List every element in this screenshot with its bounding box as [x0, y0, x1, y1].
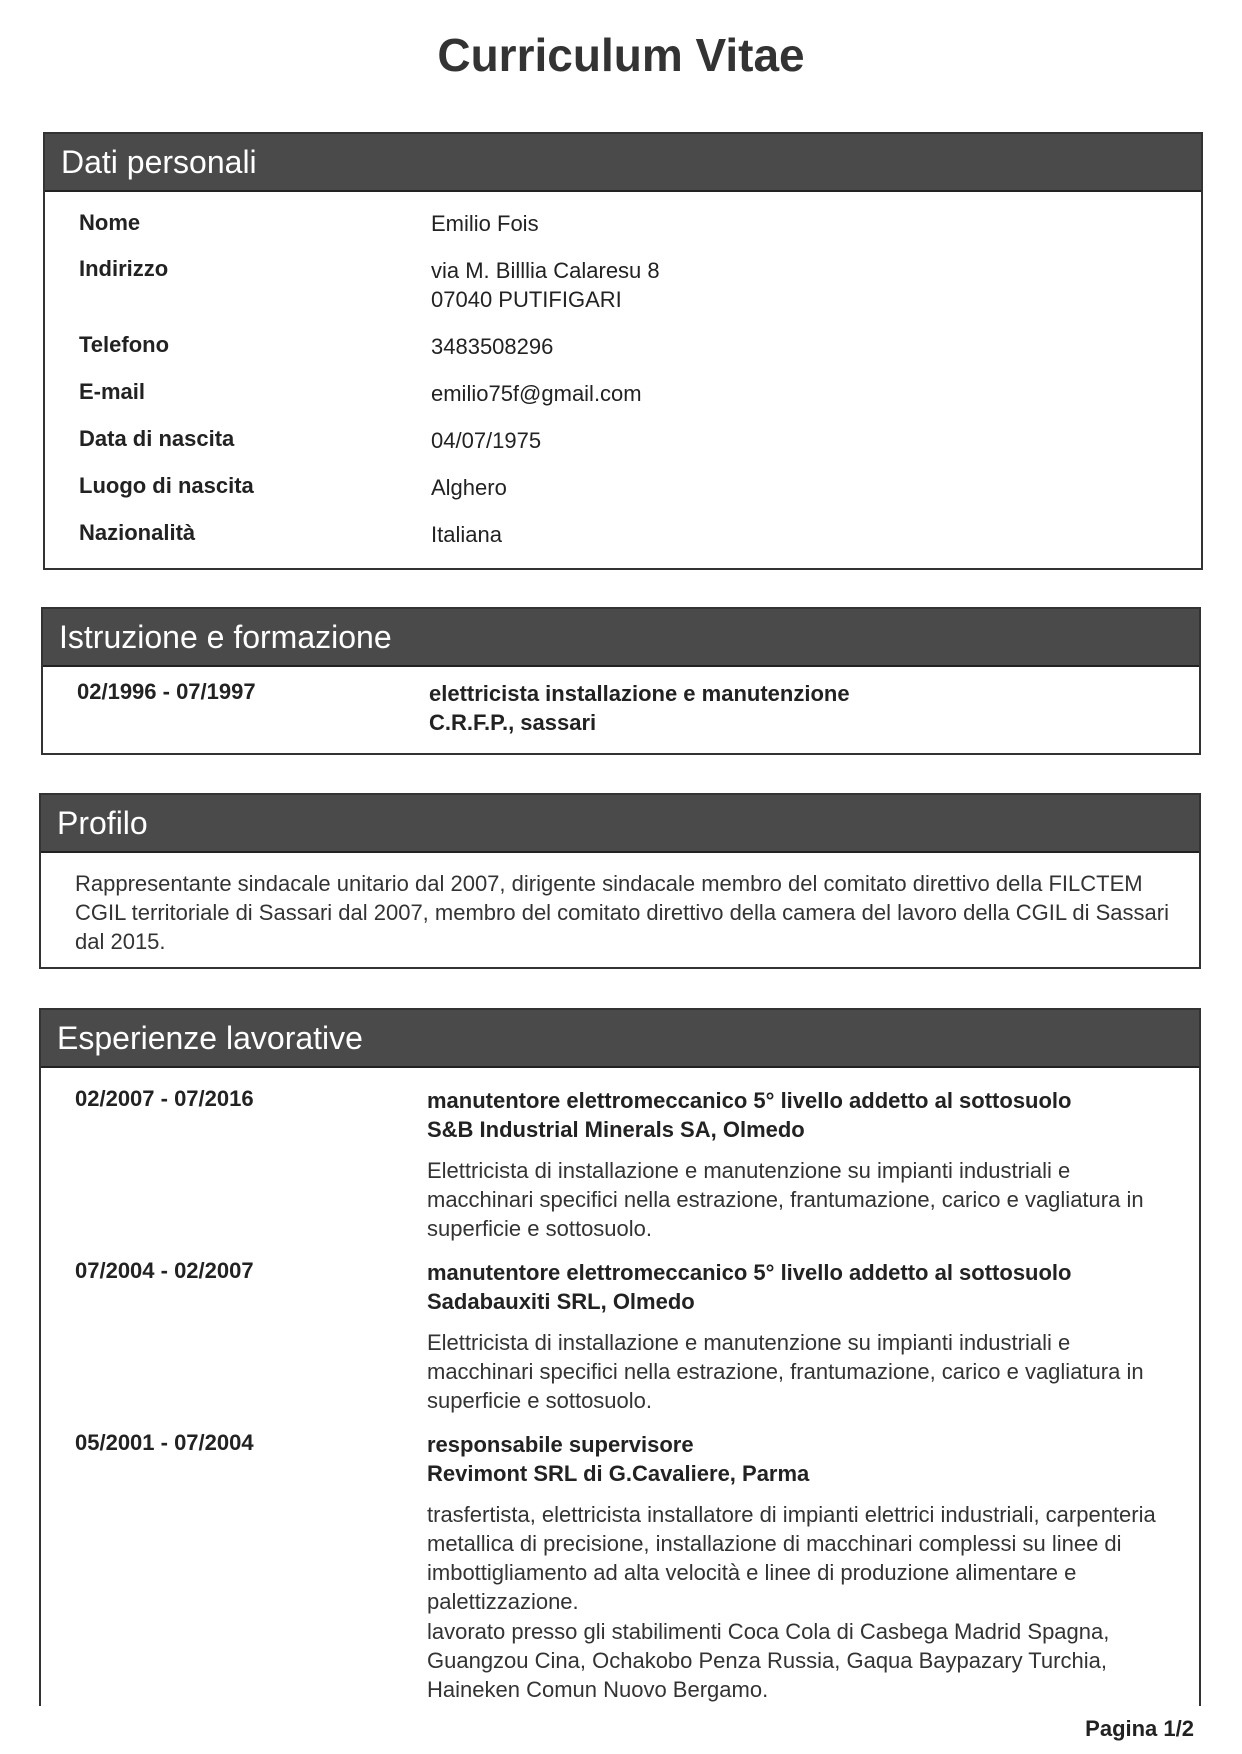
document-title: Curriculum Vitae: [437, 29, 805, 81]
label-nationality: Nazionalità: [79, 520, 196, 545]
value-address-line2: 07040 PUTIFIGARI: [431, 287, 622, 312]
experience-title: manutentore elettromeccanico 5° livello addetto al sottosuolo: [427, 1260, 1072, 1285]
section-header-experience: Esperienze lavorative: [41, 1010, 1199, 1068]
experience-description: Elettricista di installazione e manutenzione su impianti industriali e macchinari specifici nella estrazione, frantumazione, carico e vagliatura in superficie e sottosuolo.: [427, 1330, 1144, 1413]
education-title: elettricista installazione e manutenzione: [429, 681, 850, 706]
value-phone: 3483508296: [431, 334, 554, 359]
section-personal: [43, 132, 1203, 570]
experience-period: 05/2001 - 07/2004: [75, 1430, 254, 1455]
education-period: 02/1996 - 07/1997: [77, 679, 256, 704]
section-experience: [39, 1008, 1201, 1706]
label-birthdate: Data di nascita: [79, 426, 235, 451]
experience-description: trasfertista, elettricista installatore di impianti elettrici industriali, carpenteria metallica di precisione, installazione di macchinari complessi su linee di imbottigliamento ad alta velocità e linee di produzione alimentare e palettizzazione.: [427, 1502, 1156, 1614]
section-header-education: Istruzione e formazione: [43, 609, 1199, 667]
experience-company: Revimont SRL di G.Cavaliere, Parma: [427, 1461, 810, 1486]
value-email: emilio75f@gmail.com: [431, 381, 642, 406]
label-name: Nome: [79, 210, 141, 235]
experience-company: Sadabauxiti SRL, Olmedo: [427, 1289, 695, 1314]
experience-title: responsabile supervisore: [427, 1432, 694, 1457]
label-address: Indirizzo: [79, 256, 169, 281]
value-birthdate: 04/07/1975: [431, 428, 542, 453]
section-header-profile: Profilo: [41, 795, 1199, 853]
label-birthplace: Luogo di nascita: [79, 473, 254, 498]
experience-description: Elettricista di installazione e manutenzione su impianti industriali e macchinari specifici nella estrazione, frantumazione, carico e vagliatura in superficie e sottosuolo.: [427, 1158, 1144, 1241]
label-phone: Telefono: [79, 332, 170, 357]
experience-period: 02/2007 - 07/2016: [75, 1086, 254, 1111]
experience-description-extra: lavorato presso gli stabilimenti Coca Cola di Casbega Madrid Spagna, Guangzou Cina, Ochakobo Penza Russia, Gaqua Baypazary Turchia, Haineken Comun Nuovo Bergamo.: [427, 1619, 1110, 1702]
value-nationality: Italiana: [431, 522, 502, 547]
label-email: E-mail: [79, 379, 146, 404]
experience-company: S&B Industrial Minerals SA, Olmedo: [427, 1117, 805, 1142]
page-number: Pagina 1/2: [1085, 1716, 1194, 1741]
experience-title: manutentore elettromeccanico 5° livello addetto al sottosuolo: [427, 1088, 1072, 1113]
section-header-personal: Dati personali: [45, 134, 1201, 192]
experience-period: 07/2004 - 02/2007: [75, 1258, 254, 1283]
profile-text: Rappresentante sindacale unitario dal 2007, dirigente sindacale membro del comitato direttivo della FILCTEM CGIL territoriale di Sassari dal 2007, membro del comitato direttivo della camera del lavoro della CGIL di Sassari dal 2015.: [75, 871, 1169, 954]
section-education: [41, 607, 1201, 755]
value-birthplace: Alghero: [431, 475, 507, 500]
value-address-line1: via M. Billlia Calaresu 8: [431, 258, 660, 283]
section-profile: [39, 793, 1201, 969]
value-name: Emilio Fois: [431, 211, 539, 236]
education-place: C.R.F.P., sassari: [429, 710, 597, 735]
